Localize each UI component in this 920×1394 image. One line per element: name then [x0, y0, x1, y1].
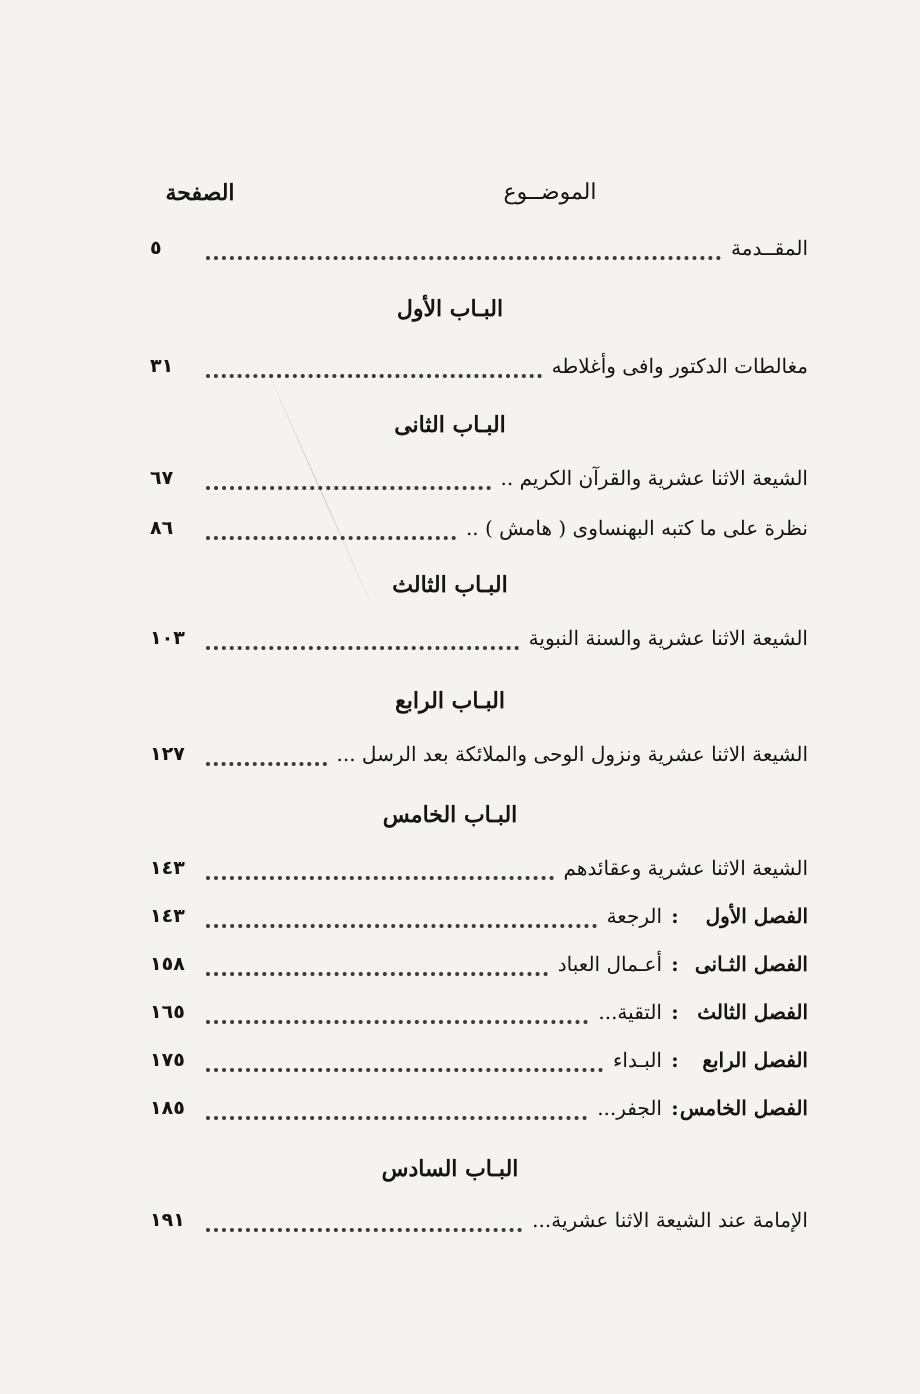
toc-entry[interactable] — [150, 848, 808, 888]
entry-title: الشيعة الاثنا عشرية ونزول الوحى والملائكة بعد الرسل ... — [336, 742, 808, 766]
chapter-topic: البـداء — [612, 1048, 662, 1072]
dot-leader — [206, 466, 491, 490]
entry-page-number: ١٦٥ — [150, 1001, 185, 1023]
toc-chapter-entry[interactable] — [150, 896, 808, 936]
entry-page-number: ١٥٨ — [150, 953, 185, 975]
toc-entry-intro[interactable] — [150, 228, 808, 268]
topic-column-label: الموضــوع — [503, 180, 597, 205]
dot-leader — [206, 1048, 603, 1072]
entry-page-number: ١٤٣ — [150, 905, 185, 927]
chapter-topic: الجفر... — [597, 1096, 662, 1120]
dot-leader — [206, 1000, 588, 1024]
chapter-topic: أعـمال العباد — [557, 952, 662, 976]
dot-leader — [206, 904, 597, 928]
part-heading-5: البـاب الخامس — [382, 802, 518, 828]
toc-entry[interactable] — [150, 346, 808, 386]
chapter-label: الفصل الثـانى — [694, 952, 808, 976]
part-heading-1: البـاب الأول — [396, 296, 504, 322]
toc-entry[interactable] — [150, 618, 808, 658]
dot-leader — [206, 856, 554, 880]
chapter-label: الفصل الرابع — [702, 1048, 808, 1072]
part-heading-4: البـاب الرابع — [395, 688, 505, 714]
column-header — [0, 180, 920, 216]
dot-leader — [206, 952, 548, 976]
chapter-separator: : — [671, 1048, 679, 1072]
toc-entry[interactable] — [150, 734, 808, 774]
dot-leader — [206, 626, 519, 650]
entry-title: نظرة على ما كتبه البهنساوى ( هامش ) .. — [465, 516, 808, 540]
page-column-label: الصفحة — [165, 180, 235, 206]
entry-page-number: ١٨٥ — [150, 1097, 185, 1119]
toc-chapter-entry[interactable] — [150, 1088, 808, 1128]
dot-leader — [206, 236, 721, 260]
entry-page-number: ١٤٣ — [150, 857, 185, 879]
toc-entry[interactable] — [150, 1200, 808, 1240]
entry-page-number: ١٠٣ — [150, 627, 185, 649]
entry-title: الشيعة الاثنا عشرية وعقائدهم — [563, 856, 808, 880]
dot-leader — [206, 516, 456, 540]
entry-page-number: ٦٧ — [150, 467, 174, 489]
chapter-topic: الرجعة — [606, 904, 662, 928]
chapter-label: الفصل الثالث — [697, 1000, 808, 1024]
chapter-separator: : — [671, 1000, 679, 1024]
chapter-separator: : — [671, 904, 679, 928]
toc-chapter-entry[interactable] — [150, 1040, 808, 1080]
entry-title: الإمامة عند الشيعة الاثنا عشرية... — [532, 1208, 808, 1232]
chapter-label: الفصل الأول — [705, 904, 808, 928]
toc-chapter-entry[interactable] — [150, 944, 808, 984]
entry-page-number: ٨٦ — [150, 517, 174, 539]
entry-title: مغالطات الدكتور وافى وأغلاطه — [551, 354, 808, 378]
chapter-separator: : — [671, 1096, 679, 1120]
dot-leader — [206, 742, 327, 766]
toc-chapter-entry[interactable] — [150, 992, 808, 1032]
dot-leader — [206, 354, 542, 378]
dot-leader — [206, 1208, 522, 1232]
part-heading-3: البـاب الثالث — [392, 572, 508, 598]
entry-title: المقــدمة — [731, 236, 808, 260]
entry-page-number: ٣١ — [150, 355, 174, 377]
entry-page-number: ١٧٥ — [150, 1049, 185, 1071]
chapter-label: الفصل الخامس — [679, 1096, 808, 1120]
entry-page-number: ٥ — [150, 237, 162, 259]
dot-leader — [206, 1096, 587, 1120]
toc-entry[interactable] — [150, 458, 808, 498]
part-heading-6: البـاب السادس — [381, 1156, 519, 1182]
part-heading-2: البـاب الثانى — [394, 412, 506, 438]
chapter-separator: : — [671, 952, 679, 976]
entry-page-number: ١٢٧ — [150, 743, 185, 765]
entry-page-number: ١٩١ — [150, 1209, 185, 1231]
entry-title: الشيعة الاثنا عشرية والقرآن الكريم .. — [500, 466, 808, 490]
chapter-topic: التقية... — [598, 1000, 662, 1024]
entry-title: الشيعة الاثنا عشرية والسنة النبوية — [528, 626, 808, 650]
toc-entry[interactable] — [150, 508, 808, 548]
